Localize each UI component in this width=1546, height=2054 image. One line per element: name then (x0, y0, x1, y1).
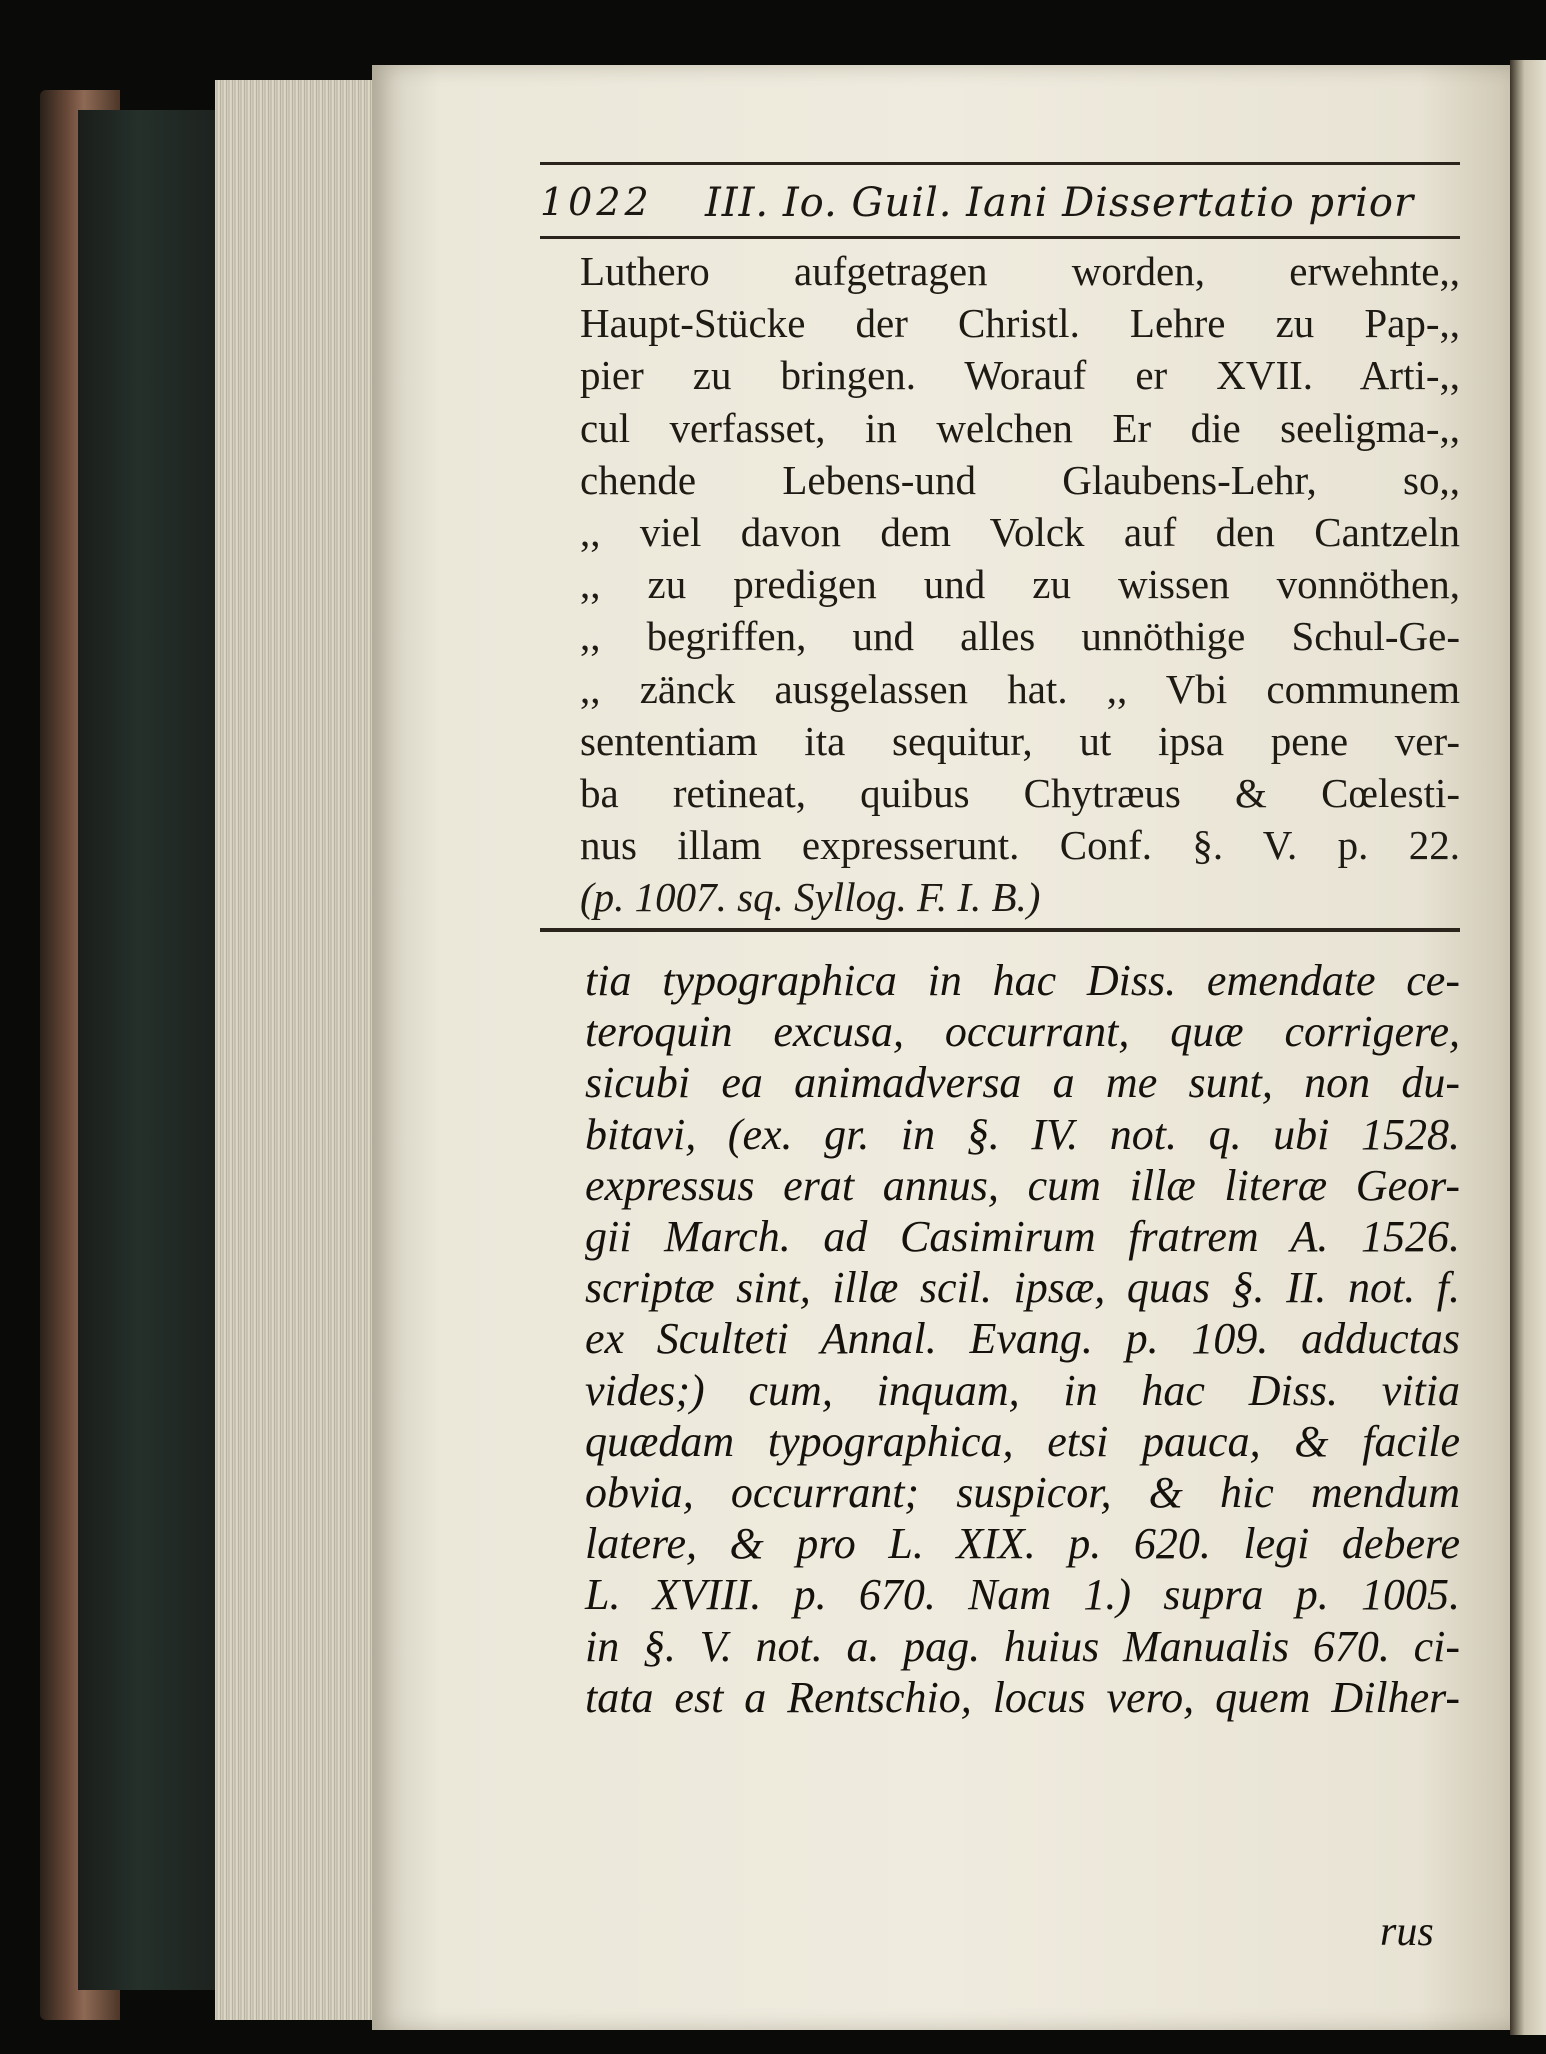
text-line: tata est a Rentschio, locus vero, quem Dilher- (585, 1672, 1460, 1722)
text-line: ,, zu predigen und zu wissen vonnöthen, (580, 561, 1460, 608)
header-top-rule (540, 162, 1460, 165)
facing-page-edge (1510, 60, 1546, 2035)
page-number: 1022 (540, 180, 653, 224)
text-line: sicubi ea animadversa a me sunt, non du- (585, 1058, 1460, 1108)
text-line: tia typographica in hac Diss. emendate ce- (585, 956, 1460, 1005)
italic-text-block (585, 955, 1460, 1723)
text-line: pier zu bringen. Worauf er XVII. Arti-,, (580, 352, 1460, 399)
text-line: Luthero aufgetragen worden, erwehnte,, (580, 248, 1460, 294)
section-divider-rule (540, 928, 1460, 932)
text-line: latere, & pro L. XIX. p. 620. legi debere (585, 1519, 1460, 1569)
text-line: chende Lebens-und Glaubens-Lehr, so,, (580, 456, 1460, 503)
footnote-text-block (580, 245, 1460, 924)
text-line: Haupt-Stücke der Christl. Lehre zu Pap-,, (580, 300, 1460, 347)
text-line: L. XVIII. p. 670. Nam 1.) supra p. 1005. (585, 1570, 1460, 1620)
text-line: quædam typographica, etsi pauca, & facile (585, 1416, 1460, 1466)
text-line: sententiam ita sequitur, ut ipsa pene ver- (580, 717, 1460, 764)
text-line: scriptæ sint, illæ scil. ipsæ, quas §. II. not. f. (585, 1263, 1460, 1313)
text-line: in §. V. not. a. pag. huius Manualis 670. ci- (585, 1621, 1460, 1671)
text-line: expressus erat annus, cum illæ literæ Geor- (585, 1160, 1460, 1210)
text-line: ,, zänck ausgelassen hat. ,, Vbi communem (580, 665, 1460, 712)
text-line: ba retineat, quibus Chytræus & Cœlesti- (580, 770, 1460, 817)
text-line: (p. 1007. sq. Syllog. F. I. B.) (580, 874, 1041, 921)
text-line: ,, viel davon dem Volck auf den Cantzeln (580, 509, 1460, 556)
page-edges (215, 80, 380, 2020)
text-line: obvia, occurrant; suspicor, & hic mendum (585, 1468, 1460, 1518)
header-bottom-rule (540, 236, 1460, 239)
catchword: rus (1380, 1909, 1434, 1955)
book-cover-edge (78, 110, 228, 1990)
text-line: cul verfasset, in welchen Er die seeligma-,, (580, 404, 1460, 451)
text-line: ex Sculteti Annal. Evang. p. 109. adductas (585, 1314, 1460, 1364)
text-line: bitavi, (ex. gr. in §. IV. not. q. ubi 1528. (585, 1109, 1460, 1159)
text-line: teroquin excusa, occurrant, quæ corrigere, (585, 1007, 1460, 1057)
text-line: gii March. ad Casimirum fratrem A. 1526. (585, 1212, 1460, 1262)
text-line: ,, begriffen, und alles unnöthige Schul-Ge- (580, 613, 1460, 660)
page-header (540, 180, 1450, 250)
running-title: III. Io. Guil. Iani Dissertatio prior (705, 180, 1415, 226)
text-line: nus illam expresserunt. Conf. §. V. p. 22. (580, 822, 1460, 869)
text-line: vides;) cum, inquam, in hac Diss. vitia (585, 1365, 1460, 1415)
